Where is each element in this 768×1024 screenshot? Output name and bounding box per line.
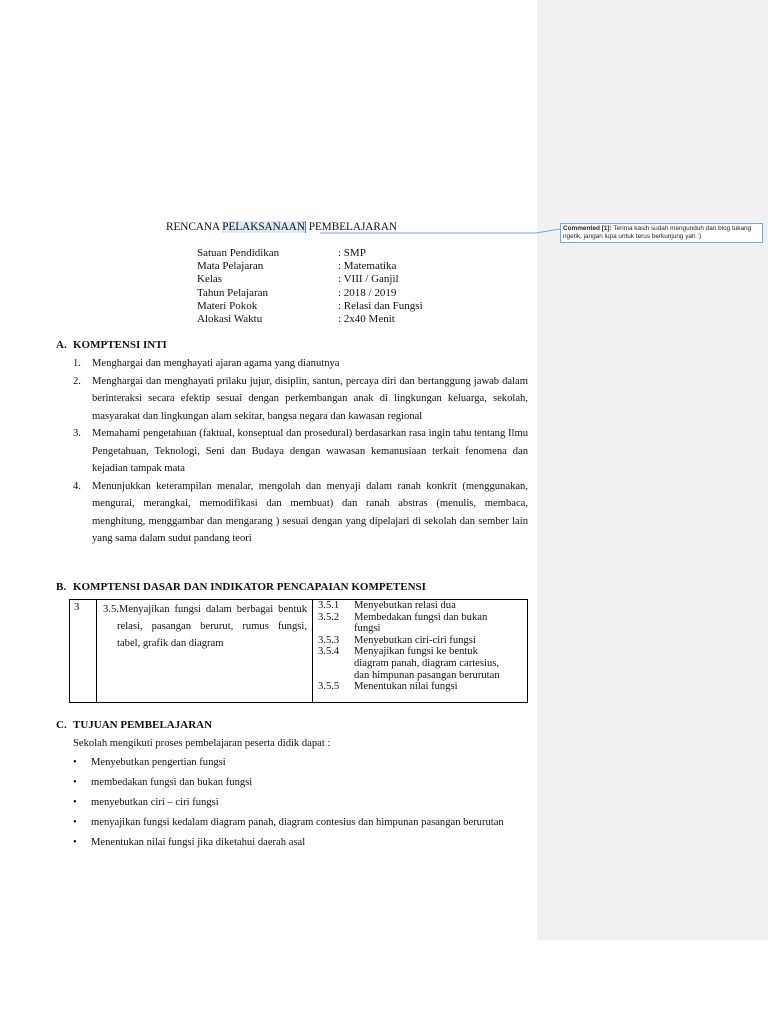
bullet-dot: • xyxy=(73,816,77,828)
competency-text: Menghargai dan menghayati prilaku jujur, disiplin, santun, percaya diri dan bertanggung jawab dalam berinteraksi secara efektip sesuai dengan perkembangan anak di lingkungan keluarga, sekolah, masyarakat dan lingkungan alam sekitar, bangsa negara dan kawasan regional xyxy=(92,375,528,422)
competency-text: Menunjukkan keterampilan menalar, mengolah dan menyaji dalam ranah konkrit (menggunakan, mengurai, merangkai, memodifikasi dan membuat) dan ranah abstras (menulis, membaca, menghitung, menggambar dan mengarang ) sesuai dengan yang dipelajari di sekolah dan sember lain yang sama dalam sudut pandang teori xyxy=(92,480,528,544)
indicator-number: 3.5.4 xyxy=(318,646,340,658)
bullet-dot: • xyxy=(73,776,77,788)
competency-number: 4. xyxy=(73,480,81,492)
indicator-row xyxy=(318,612,524,624)
identity-value: : 2018 / 2019 xyxy=(338,286,397,299)
identity-row xyxy=(197,260,423,273)
objective-text: menyajikan fungsi kedalam diagram panah, diagram contesius dan himpunan pasangan berurutan xyxy=(91,816,504,828)
objectives-intro: Sekolah mengikuti proses pembelajaran peserta didik dapat : xyxy=(73,738,331,749)
document-title xyxy=(166,221,397,233)
identity-row xyxy=(197,287,423,300)
bullet-dot: • xyxy=(73,796,77,808)
indicator-row xyxy=(318,681,524,693)
objective-item xyxy=(73,814,528,832)
objective-text: Menentukan nilai fungsi jika diketahui daerah asal xyxy=(91,836,306,848)
title-commented-word[interactable]: PELAKSANAAN xyxy=(222,221,305,233)
competency-number: 2. xyxy=(73,375,81,387)
core-competency-list xyxy=(73,355,528,548)
bullet-dot: • xyxy=(73,757,77,768)
indicator-text: Menentukan nilai fungsi xyxy=(354,681,458,693)
identity-label: Materi Pokok xyxy=(197,299,258,312)
title-text-1: RENCANA xyxy=(166,221,223,233)
indicator-continuation: diagram panah, diagram cartesius, xyxy=(354,657,500,669)
indicator-number: 3.5.1 xyxy=(318,600,340,611)
section-a-heading xyxy=(56,339,167,351)
indicator-continuation: fungsi xyxy=(354,623,381,635)
indicator-number: 3.5.3 xyxy=(318,634,340,646)
objective-text: menyebutkan ciri – ciri fungsi xyxy=(91,796,219,808)
identity-row xyxy=(197,247,423,260)
bullet-dot: • xyxy=(73,836,77,848)
section-b-title: KOMPTENSI DASAR DAN INDIKATOR PENCAPAIAN KOMPETENSI xyxy=(73,581,426,593)
identity-value: : 2x40 Menit xyxy=(338,313,395,326)
identity-value: : Relasi dan Fungsi xyxy=(338,299,423,312)
indicator-row xyxy=(318,600,524,612)
identity-row xyxy=(197,313,423,326)
section-b-letter: B. xyxy=(56,581,67,593)
indicator-text: Membedakan fungsi dan bukan xyxy=(354,611,488,623)
identity-label: Satuan Pendidikan xyxy=(197,247,280,259)
table-cell-ki: 3 xyxy=(70,600,97,702)
identity-label: Tahun Pelajaran xyxy=(197,286,269,299)
section-a-title: KOMPTENSI INTI xyxy=(73,339,167,351)
section-a-letter: A. xyxy=(56,339,67,351)
table-cell-indicators xyxy=(313,600,527,702)
comment-margin-pane xyxy=(537,0,768,940)
objective-item xyxy=(73,754,528,772)
indicator-text: Menyajikan fungsi ke bentuk xyxy=(354,646,478,658)
objective-text: membedakan fungsi dan bukan fungsi xyxy=(91,776,253,788)
indicator-text: Menyebutkan ciri-ciri fungsi xyxy=(354,634,476,646)
competency-table xyxy=(69,599,528,703)
competency-item xyxy=(73,355,528,373)
identity-block xyxy=(197,247,423,326)
indicator-row xyxy=(318,635,524,647)
competency-number: 1. xyxy=(73,358,81,369)
indicator-number: 3.5.5 xyxy=(318,681,340,693)
objective-text: Menyebutkan pengertian fungsi xyxy=(91,757,226,768)
section-c-title: TUJUAN PEMBELAJARAN xyxy=(73,719,213,731)
indicator-number: 3.5.2 xyxy=(318,611,340,623)
competency-text: Memahami pengetahuan (faktual, konseptual dan prosedural) berdasarkan rasa ingin tahu tentang Ilmu Pengetahuan, Teknologi, Seni dan Budaya dengan wawasan kemanusiaan terkait fenomena dan kejadian tampak mata xyxy=(92,428,528,474)
comment-label: Commented [1]: xyxy=(563,225,612,232)
identity-value: : SMP xyxy=(338,247,366,259)
indicator-continuation: dan himpunan pasangan berurutan xyxy=(354,669,500,681)
objective-item xyxy=(73,774,528,792)
identity-label: Alokasi Waktu xyxy=(197,313,263,326)
indicator-text: Menyebutkan relasi dua xyxy=(354,600,456,611)
section-b-heading xyxy=(56,581,426,593)
objective-item xyxy=(73,834,528,852)
identity-row xyxy=(197,273,423,286)
identity-value: : VIII / Ganjil xyxy=(338,273,399,286)
section-c-heading xyxy=(56,719,212,731)
identity-label: Kelas xyxy=(197,273,223,286)
competency-text: Menghargai dan menghayati ajaran agama yang dianutnya xyxy=(92,358,340,369)
objective-item xyxy=(73,794,528,812)
identity-row xyxy=(197,300,423,313)
comment-text: Terima kasih sudah mengunduh dari blog tukang ngetik, jangan lupa untuk terus berkunjung yah :) xyxy=(563,225,752,240)
identity-label: Mata Pelajaran xyxy=(197,260,264,273)
competency-item xyxy=(73,425,528,478)
competency-item xyxy=(73,373,528,426)
comment-balloon[interactable] xyxy=(560,223,763,243)
competency-item xyxy=(73,478,528,548)
indicator-row xyxy=(318,646,524,658)
competency-number: 3. xyxy=(73,428,81,439)
identity-value: : Matematika xyxy=(338,260,397,273)
section-c-letter: C. xyxy=(56,719,67,731)
table-cell-kd xyxy=(97,600,313,702)
title-text-3: PEMBELAJARAN xyxy=(305,221,397,233)
kd-text: 3.5.Menyajikan fungsi dalam berbagai bentuk relasi, pasangan berurut, rumus fungsi, tabel, grafik dan diagram xyxy=(103,604,307,649)
objectives-list xyxy=(73,754,528,853)
